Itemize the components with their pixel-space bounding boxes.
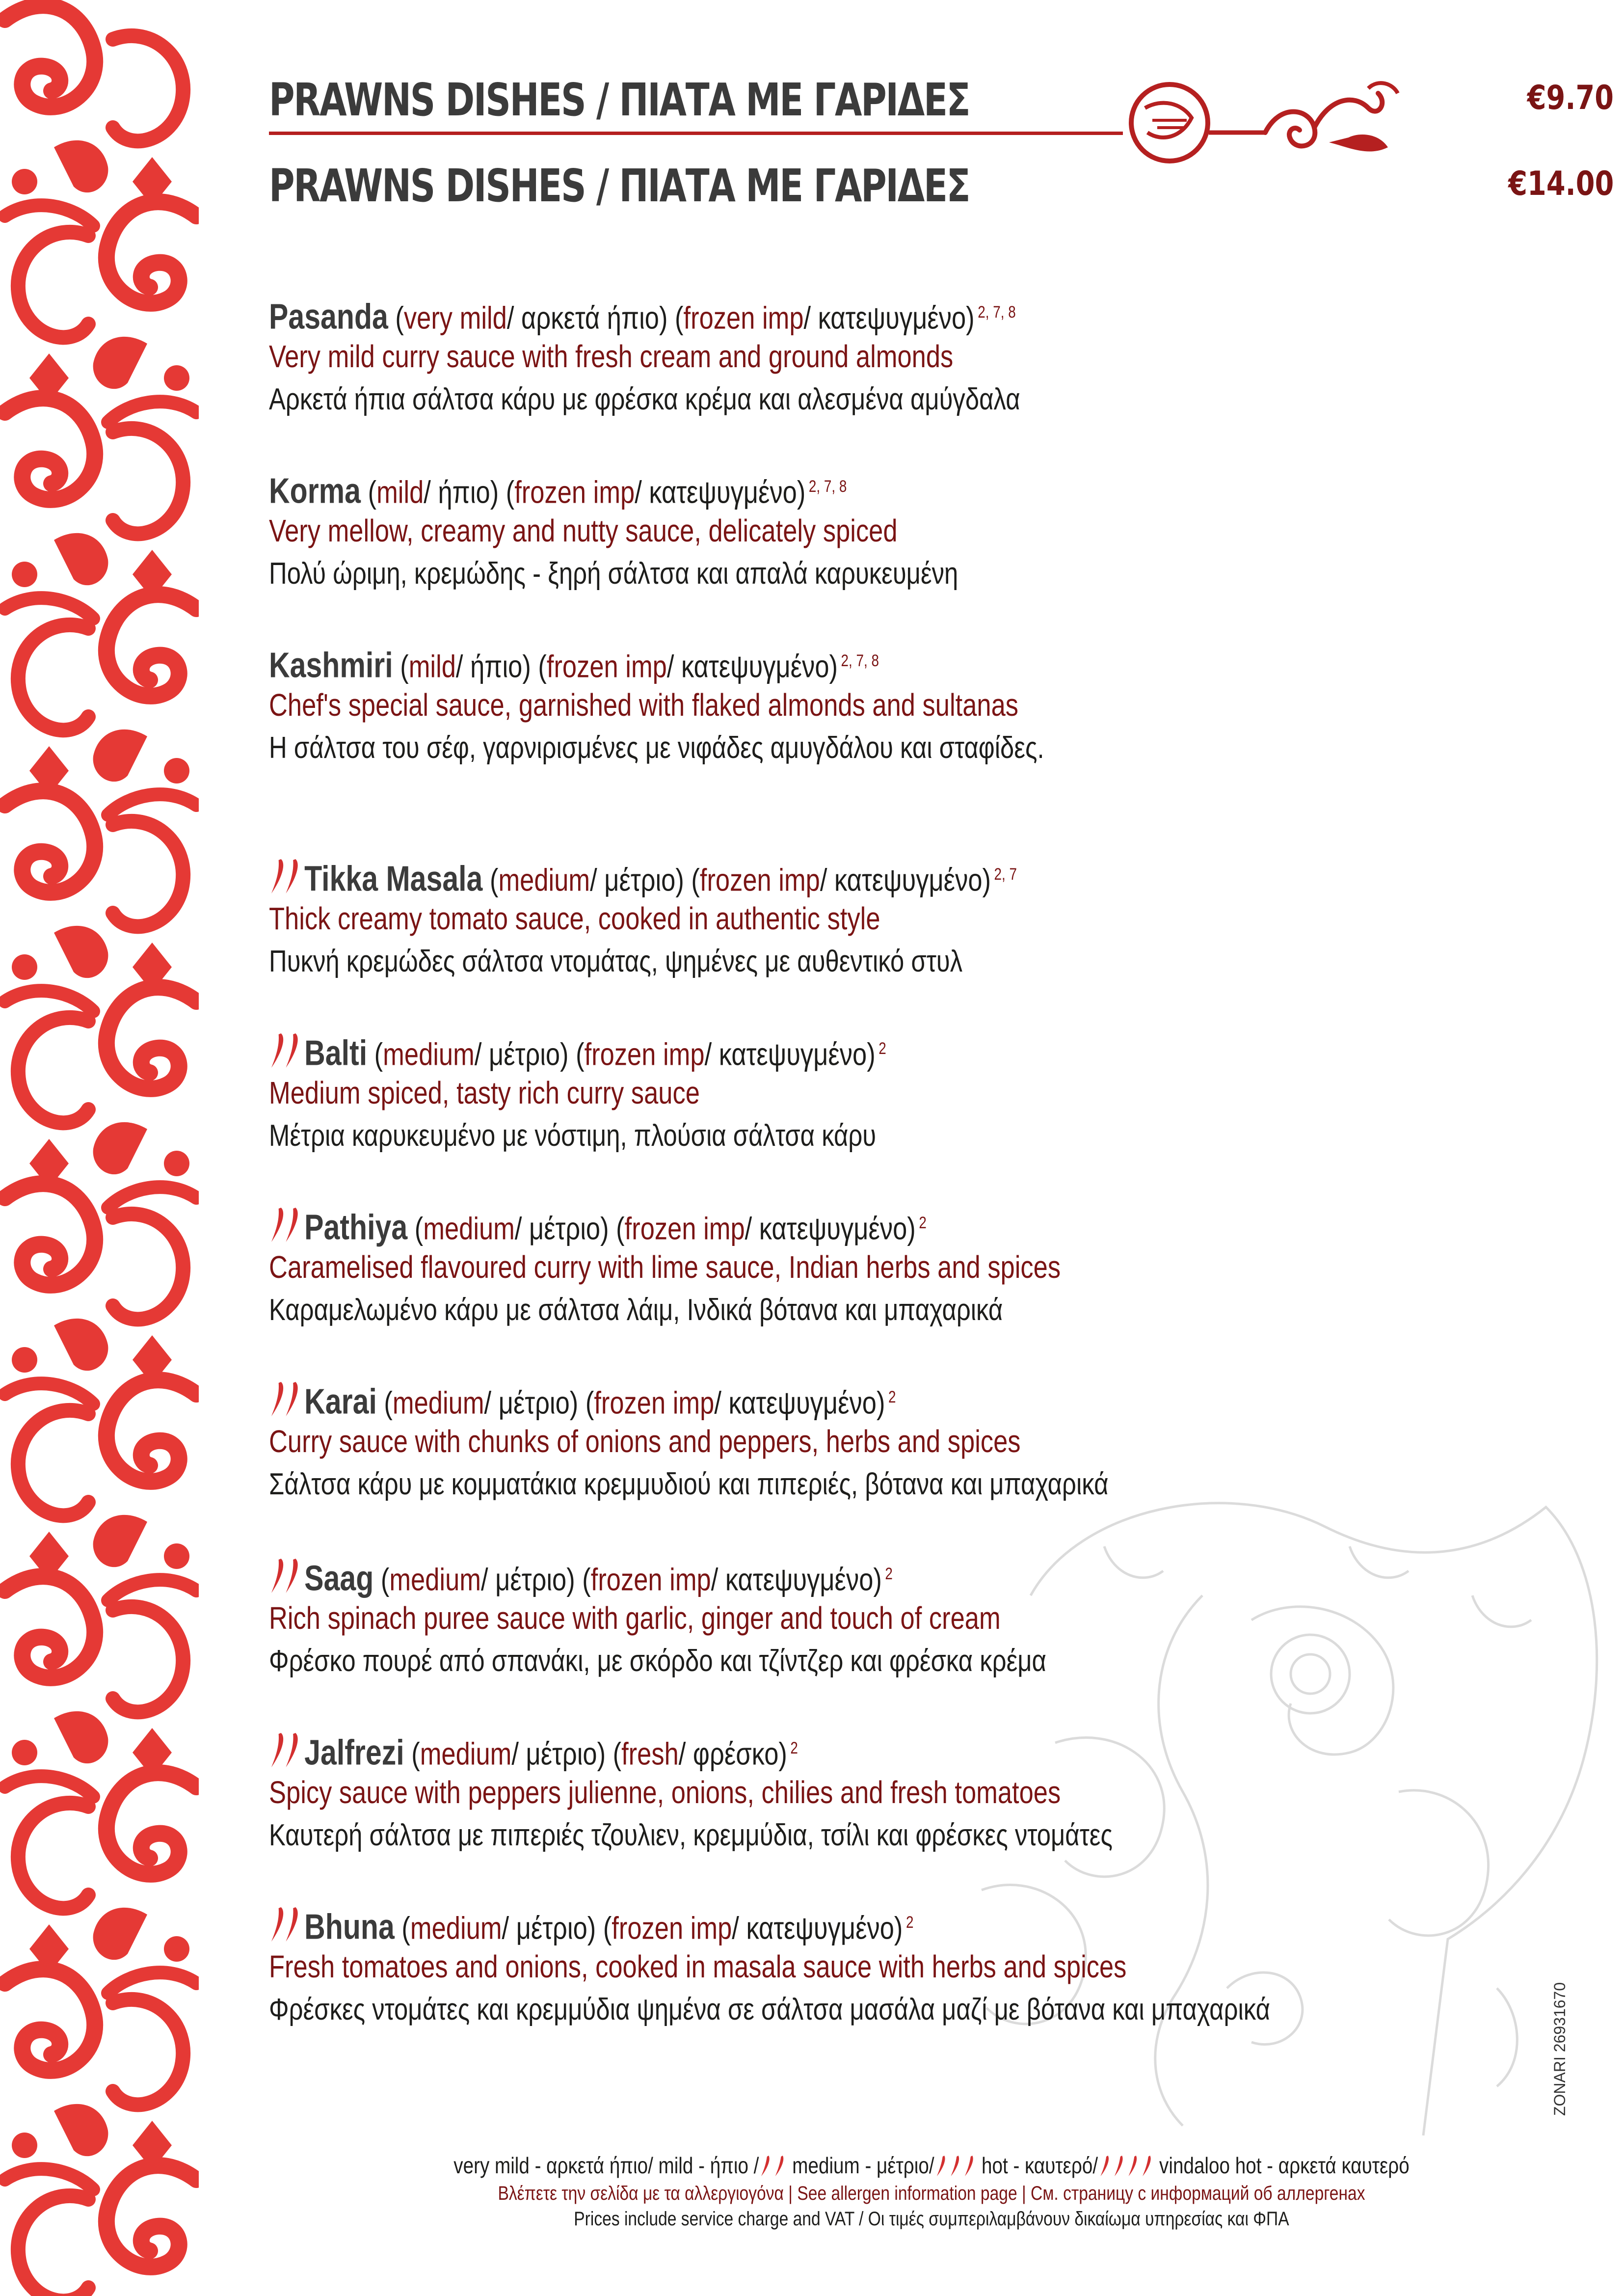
- menu-item: [269, 464, 1594, 595]
- description-en: Thick creamy tomato sauce, cooked in authentic style: [269, 901, 880, 936]
- allergen-codes: 2, 7, 8: [978, 303, 1016, 322]
- heat-level: medium: [383, 1036, 475, 1072]
- heat-level: medium: [423, 1211, 515, 1246]
- allergen-codes: 2, 7, 8: [841, 651, 879, 670]
- allergen-codes: 2: [885, 1565, 893, 1583]
- product-type-gr: / φρέσκο): [678, 1736, 787, 1772]
- heat-level: medium: [389, 1562, 481, 1597]
- heat-level-gr: / μέτριο): [502, 1910, 596, 1946]
- dish-heading: Saag (medium/ μέτριο) (frozen imp/ κατεψυγμένο) $^2$: [269, 1551, 1356, 1596]
- prices-note: Prices include service charge and VAT / Οι τιμές συμπεριλαμβάνουν δικαίωμα υπηρεσίας και ΦΠΑ: [574, 2208, 1289, 2230]
- legend-medium: medium - μέτριο/: [792, 2153, 934, 2178]
- product-type-gr: / κατεψυγμένο): [711, 1562, 882, 1597]
- chili-icon: [1140, 2155, 1154, 2178]
- chili-icon: [1098, 2155, 1112, 2178]
- dish-name: Pathiya: [304, 1208, 408, 1247]
- product-type-gr: / κατεψυγμένο): [803, 300, 975, 336]
- description-en: Fresh tomatoes and onions, cooked in masala sauce with herbs and spices: [269, 1949, 1127, 1984]
- description-gr: Πυκνή κρεμώδες σάλτσα ντομάτας, ψημένες με αυθεντικό στυλ: [269, 945, 963, 978]
- product-type: fresh: [621, 1736, 679, 1772]
- description-gr: Η σάλτσα του σέφ, γαρνιρισμένες με νιφάδες αμυγδάλου και σταφίδες.: [269, 731, 1044, 765]
- dish-heading: Korma (mild/ ήπιο) (frozen imp/ κατεψυγμένο) $^{2, 7, 8}$: [269, 471, 847, 511]
- description-en: Very mild curry sauce with fresh cream and ground almonds: [269, 339, 954, 374]
- allergen-note: Βλέπετε την σελίδα με τα αλλεργιογόνα | See allergen information page | См. страницу с информаций об аллергенах: [498, 2183, 1365, 2204]
- footer: [269, 2150, 1594, 2232]
- description-gr: Αρκετά ήπια σάλτσα κάρυ με φρέσκα κρέμα και αλεσμένα αμύγδαλα: [269, 382, 1020, 416]
- chili-icon: [269, 1557, 302, 1596]
- chili-icon: [269, 1731, 302, 1770]
- product-type-gr: / κατεψυγμένο): [820, 862, 991, 898]
- product-type: frozen imp: [590, 1562, 711, 1597]
- dish-name: Pasanda: [269, 297, 388, 337]
- price-label: €14.00: [1508, 164, 1614, 203]
- description-gr: Φρέσκο πουρέ από σπανάκι, με σκόρδο και τζίντζερ και φρέσκα κρέμα: [269, 1644, 1046, 1678]
- dish-heading: Jalfrezi (medium/ μέτριο) (fresh/ φρέσκο) $^2$: [269, 1726, 1356, 1771]
- dish-name: Kashmiri: [269, 646, 393, 685]
- product-type-gr: / κατεψυγμένο): [732, 1910, 903, 1946]
- heat-legend: [375, 2150, 1488, 2181]
- allergen-codes: 2, 7: [994, 865, 1017, 884]
- legend-very-mild: very mild - αρκετά ήπιο/: [453, 2153, 653, 2178]
- product-type: frozen imp: [594, 1385, 715, 1421]
- description-en: Curry sauce with chunks of onions and peppers, herbs and spices: [269, 1424, 1021, 1459]
- dish-heading: Tikka Masala (medium/ μέτριο) (frozen imp/ κατεψυγμένο) $^{2, 7}$: [269, 852, 1356, 897]
- description-en: Rich spinach puree sauce with garlic, ginger and touch of cream: [269, 1600, 1001, 1636]
- allergen-codes: 2: [888, 1388, 896, 1406]
- product-type: frozen imp: [612, 1910, 732, 1946]
- product-type: frozen imp: [584, 1036, 705, 1072]
- menu-item: [269, 1026, 1594, 1158]
- allergen-codes: 2, 7, 8: [808, 477, 847, 496]
- product-type-gr: / κατεψυγμένο): [704, 1036, 876, 1072]
- heat-level-gr: / μέτριο): [511, 1736, 606, 1772]
- chili-icon: [759, 2155, 773, 2178]
- price-label: €9.70: [1527, 79, 1614, 117]
- product-type-gr: / κατεψυγμένο): [635, 474, 806, 510]
- menu-item: [269, 1900, 1594, 2031]
- menu-item: [269, 852, 1594, 983]
- section-title: PRAWNS DISHES / ΠΙΑΤΑ ΜΕ ΓΑΡΙΔΕΣ: [269, 160, 970, 212]
- chili-icon: [948, 2155, 962, 2178]
- menu-item: [269, 290, 1594, 421]
- section-title: PRAWNS DISHES / ΠΙΑΤΑ ΜΕ ΓΑΡΙΔΕΣ: [269, 74, 970, 126]
- dish-heading: Kashmiri (mild/ ήπιο) (frozen imp/ κατεψυγμένο) $^{2, 7, 8}$: [269, 646, 879, 685]
- header-row-2: [269, 160, 1614, 233]
- chili-icon: [269, 1905, 302, 1945]
- chili-icon: [773, 2155, 787, 2178]
- dish-name: Karai: [304, 1382, 377, 1422]
- product-type: frozen imp: [546, 648, 667, 684]
- description-gr: Μέτρια καρυκευμένο με νόστιμη, πλούσια σάλτσα κάρυ: [269, 1119, 877, 1153]
- heat-level-gr: / μέτριο): [590, 862, 684, 898]
- dish-name: Jalfrezi: [304, 1733, 404, 1773]
- description-gr: Σάλτσα κάρυ με κομματάκια κρεμμυδιού και πιπεριές, βότανα και μπαχαρικά: [269, 1467, 1109, 1501]
- chili-icon: [269, 1380, 302, 1419]
- description-en: Spicy sauce with peppers julienne, onions, chilies and fresh tomatoes: [269, 1775, 1061, 1810]
- heat-level-gr: / μέτριο): [480, 1562, 575, 1597]
- heat-level-gr: / αρκετά ήπιο): [506, 300, 668, 336]
- heat-level-gr: / μέτριο): [484, 1385, 579, 1421]
- allergen-codes: 2: [878, 1039, 886, 1058]
- menu-item: [269, 638, 1594, 770]
- heat-level-gr: / ήπιο): [455, 648, 531, 684]
- heat-level-gr: / μέτριο): [474, 1036, 569, 1072]
- heat-level: medium: [410, 1910, 502, 1946]
- menu-item: [269, 1726, 1594, 1857]
- heat-level-gr: / ήπιο): [424, 474, 499, 510]
- description-gr: Καυτερή σάλτσα με πιπεριές τζουλιεν, κρεμμύδια, τσίλι και φρέσκες ντομάτες: [269, 1818, 1113, 1852]
- dish-heading: Balti (medium/ μέτριο) (frozen imp/ κατεψυγμένο) $^2$: [269, 1026, 1356, 1071]
- chili-icon: [934, 2155, 949, 2178]
- description-en: Very mellow, creamy and nutty sauce, delicately spiced: [269, 513, 898, 548]
- description-en: Chef's special sauce, garnished with flaked almonds and sultanas: [269, 687, 1018, 723]
- heat-level: medium: [498, 862, 590, 898]
- description-gr: Καραμελωμένο κάρυ με σάλτσα λάιμ, Ινδικά βότανα και μπαχαρικά: [269, 1293, 1003, 1327]
- decorative-border: [0, 0, 199, 2296]
- heat-level: very mild: [403, 300, 507, 336]
- heat-level: medium: [392, 1385, 484, 1421]
- legend-hot: hot - καυτερό/: [982, 2153, 1098, 2178]
- heat-level-gr: / μέτριο): [514, 1211, 609, 1246]
- menu-item: [269, 1551, 1594, 1683]
- product-type: frozen imp: [683, 300, 804, 336]
- product-type: frozen imp: [514, 474, 635, 510]
- allergen-codes: 2: [919, 1214, 927, 1232]
- description-gr: Πολύ ώριμη, κρεμώδης - ξηρή σάλτσα και απαλά καρυκευμένη: [269, 557, 958, 591]
- menu-item: [269, 1375, 1594, 1506]
- chili-icon: [269, 1206, 302, 1245]
- product-type-gr: / κατεψυγμένο): [666, 648, 838, 684]
- menu-item: [269, 1200, 1594, 1332]
- product-type: frozen imp: [699, 862, 820, 898]
- dish-name: Balti: [304, 1033, 368, 1073]
- chili-icon: [1112, 2155, 1126, 2178]
- description-en: Medium spiced, tasty rich curry sauce: [269, 1075, 700, 1110]
- dish-name: Saag: [304, 1559, 374, 1598]
- legend-vindaloo: vindaloo hot - αρκετά καυτερό: [1159, 2153, 1410, 2178]
- heat-level: mild: [376, 474, 424, 510]
- chili-icon: [269, 1031, 302, 1071]
- heat-level: medium: [420, 1736, 512, 1772]
- dish-heading: Pathiya (medium/ μέτριο) (frozen imp/ κατεψυγμένο) $^2$: [269, 1200, 1356, 1245]
- menu-page: [269, 0, 1614, 2296]
- chili-icon: [1126, 2155, 1140, 2178]
- dish-name: Korma: [269, 471, 361, 511]
- dish-name: Bhuna: [304, 1907, 395, 1947]
- dish-heading: Pasanda (very mild/ αρκετά ήπιο) (frozen imp/ κατεψυγμένο) $^{2, 7, 8}$: [269, 297, 1016, 337]
- chili-icon: [269, 857, 302, 896]
- title-underline: [269, 132, 1123, 135]
- product-type-gr: / κατεψυγμένο): [714, 1385, 885, 1421]
- product-type: frozen imp: [624, 1211, 745, 1246]
- dish-heading: Bhuna (medium/ μέτριο) (frozen imp/ κατεψυγμένο) $^2$: [269, 1900, 1356, 1945]
- allergen-codes: 2: [790, 1739, 798, 1757]
- heat-level: mild: [408, 648, 456, 684]
- description-gr: Φρέσκες ντομάτες και κρεμμύδια ψημένα σε σάλτσα μασάλα μαζί με βότανα και μπαχαρικά: [269, 1993, 1270, 2026]
- legend-mild: mild - ήπιο /: [658, 2153, 759, 2178]
- chili-icon: [962, 2155, 977, 2178]
- dish-name: Tikka Masala: [304, 859, 483, 899]
- ornament-flourish: [1123, 74, 1403, 167]
- description-en: Caramelised flavoured curry with lime sauce, Indian herbs and spices: [269, 1249, 1061, 1285]
- allergen-codes: 2: [905, 1913, 914, 1932]
- product-type-gr: / κατεψυγμένο): [745, 1211, 916, 1246]
- print-code: ZONARI 26931670: [1551, 1982, 1569, 2116]
- dish-heading: Karai (medium/ μέτριο) (frozen imp/ κατεψυγμένο) $^2$: [269, 1375, 1356, 1420]
